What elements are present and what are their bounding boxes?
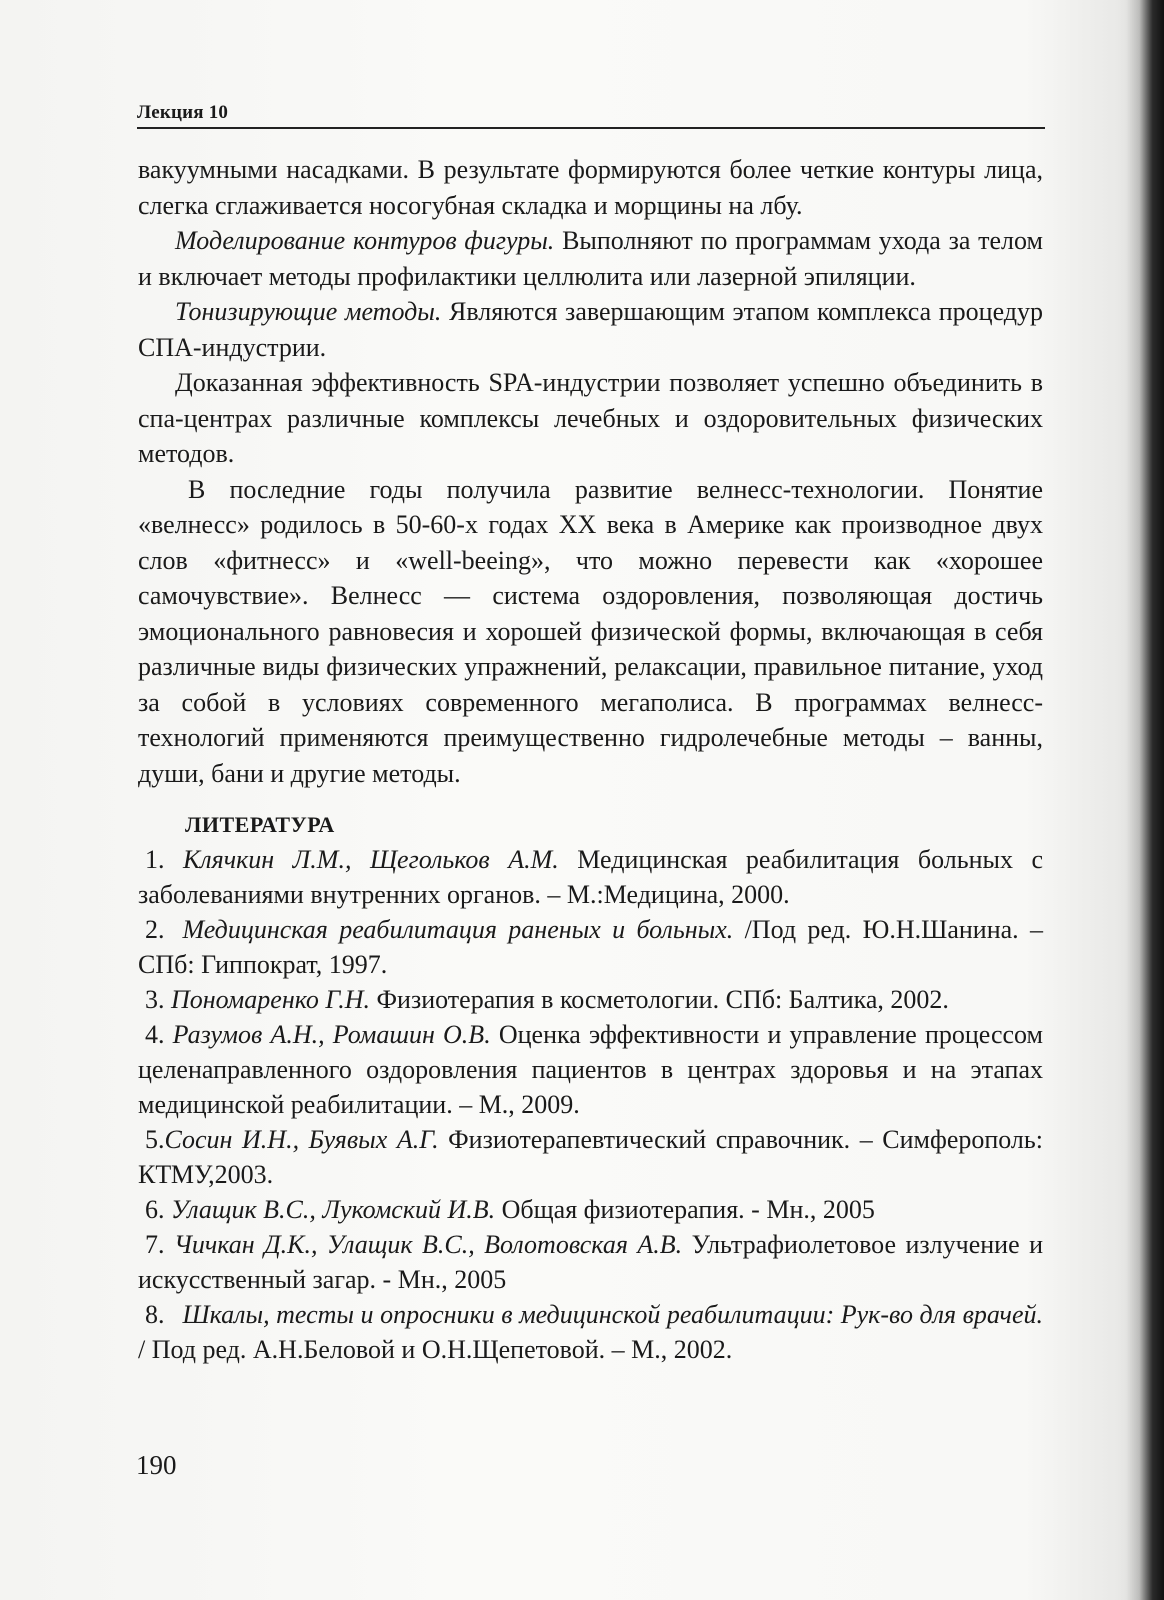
literature-item [138,842,1043,912]
running-head: Лекция 10 [137,102,229,123]
literature-item-number: 7. [145,1230,165,1259]
literature-item-text: Ультрафиолетовое излучение и искусственный загар. - Мн., 2005 [138,1230,1043,1294]
paragraph-figure-modeling-text: Выполняют по программам ухода за телом и включает методы профилактики целлюлита или лазерной эпиляции. [138,226,1043,291]
term-toning-methods: Тонизирующие методы. [175,297,442,326]
paragraph-wellness: В последние годы получила развитие велнесс-технологии. Понятие «велнесс» родилось в 50-60-х годах XX века в Америке как производное двух слов «фитнесс» и «well-beeing», что можно перевести как «хорошее самочувствие». Велнесс — система оздоровления, позволяющая достичь эмоционального равновесия и хорошей физической формы, включающая в себя различные виды физических упражнений, релаксации, правильное питание, уход за собой в условиях современного мегаполиса. В программах велнесс-технологий применяются преимущественно гидролечебные методы – ванны, души, бани и другие методы. [138,474,1043,788]
book-spine-shadow [1126,0,1164,1600]
paragraph-continuation: вакуумными насадками. В результате формируются более четкие контуры лица, слегка сглаживается носогубная складка и морщины на лбу. [138,155,1043,220]
literature-item-number: 8. [145,1300,165,1329]
literature-item-number: 1. [145,845,165,874]
literature-item-authors: Разумов А.Н., Ромашин О.В. [172,1020,491,1049]
literature-item-text: /Под ред. Ю.Н.Шанина. – СПб: Гиппократ, 1997. [138,915,1043,979]
page-body [138,152,1043,1367]
literature-item-authors: Улащик В.С., Лукомский И.В. [171,1195,496,1224]
literature-item [138,982,1043,1017]
literature-item-authors: Чичкан Д.К., Улащик В.С., Волотовская А.В. [173,1230,683,1259]
literature-item [138,912,1043,982]
literature-item-authors: Сосин И.Н., Буявых А.Г. [164,1125,439,1154]
literature-heading: ЛИТЕРАТУРА [185,812,335,837]
literature-item-authors: Клячкин Л.М., Щегольков А.М. [183,845,559,874]
literature-item-text: Физиотерапевтический справочник. – Симферополь: КТМУ,2003. [138,1125,1043,1189]
literature-item-number: 3. [145,985,165,1014]
literature-item-authors: Пономаренко Г.Н. [171,985,370,1014]
literature-item-text: Общая физиотерапия. - Мн., 2005 [495,1195,875,1224]
literature-item [138,1017,1043,1122]
literature-item [138,1192,1043,1227]
literature-item-authors: Шкалы, тесты и опросники в медицинской реабилитации: Рук-во для врачей. [182,1300,1043,1329]
literature-item-text: Физиотерапия в косметологии. СПб: Балтика, 2002. [370,985,949,1014]
literature-item [138,1227,1043,1297]
section-gap [138,791,1043,808]
paragraph-figure-modeling [138,223,1043,294]
literature-item-text: Медицинская реабилитация больных с заболеваниями внутренних органов. – М.:Медицина, 2000. [138,845,1044,909]
literature-list [138,842,1043,1367]
literature-item-authors: Медицинская реабилитация раненых и больных. [182,915,734,944]
literature-item-text: Оценка эффективности и управление процессом целенаправленного оздоровления пациентов в центрах здоровья и на этапах медицинской реабилитации. – М., 2009. [138,1020,1044,1119]
paragraph-toning-methods [138,294,1043,365]
literature-item [138,1122,1043,1192]
literature-item [138,1297,1043,1367]
literature-item-text: / Под ред. А.Н.Беловой и О.Н.Щепетовой. – М., 2002. [138,1335,733,1364]
literature-item-number: 5. [145,1125,165,1154]
paragraph-toning-methods-text: Являются завершающим этапом комплекса процедур СПА-индустрии. [138,297,1043,362]
paragraph-spa-efficiency: Доказанная эффективность SPA-индустрии позволяет успешно объединить в спа-центрах различные комплексы лечебных и оздоровительных физических методов. [138,368,1043,468]
literature-item-number: 2. [145,915,165,944]
page-number: 190 [136,1450,177,1480]
term-figure-modeling: Моделирование контуров фигуры. [175,226,555,255]
literature-item-number: 6. [145,1195,165,1224]
header-rule [137,127,1045,129]
literature-item-number: 4. [145,1020,165,1049]
